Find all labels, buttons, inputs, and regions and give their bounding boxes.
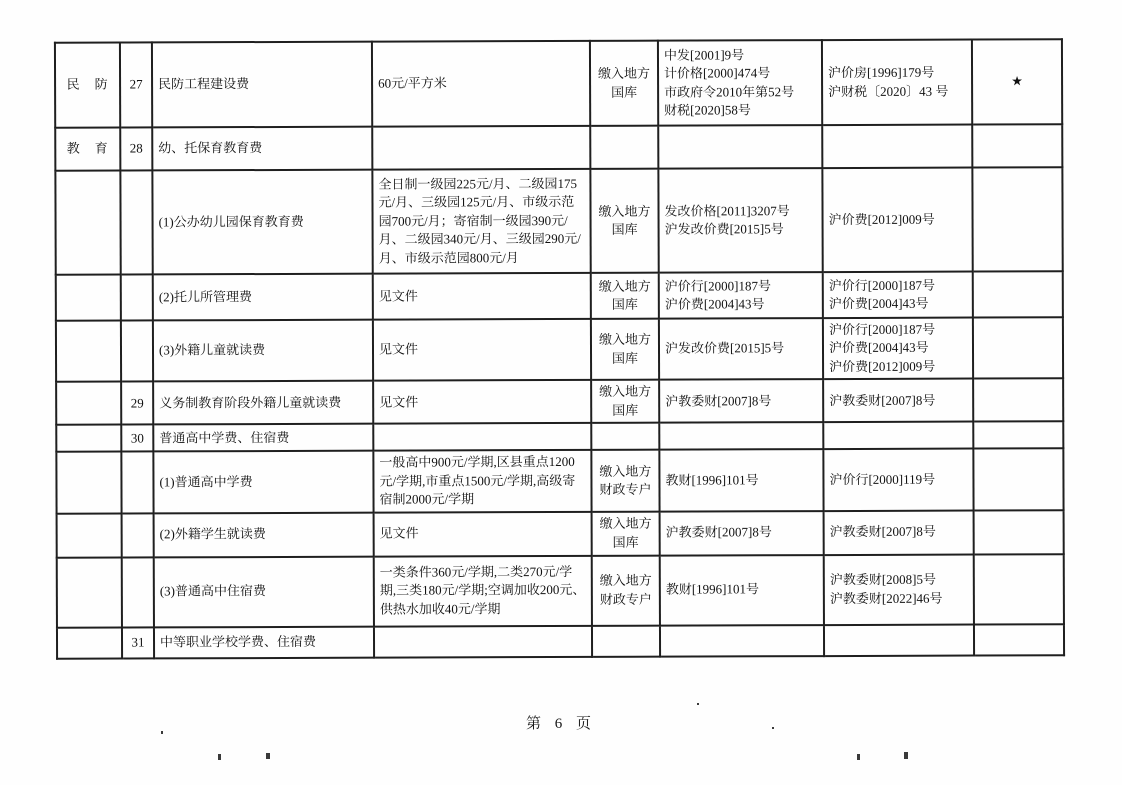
scan-speck [161,731,163,734]
cell-payment: 缴入地方 财政专户 [592,555,660,625]
cell-standard: 见文件 [373,380,591,424]
cell-star [973,271,1063,317]
table-row [55,167,1062,275]
cell-category [56,452,121,514]
cell-number: 27 [120,42,152,127]
cell-docs1 [658,125,822,169]
table-row [55,39,1062,128]
table-row [57,624,1064,659]
scan-speck [772,727,774,729]
cell-star: ★ [972,39,1062,124]
cell-star [974,510,1064,554]
cell-fee-name: 义务制教育阶段外籍儿童就读费 [153,381,373,425]
fee-schedule-table [54,38,1065,659]
table-row [56,422,1063,453]
cell-category [56,425,121,452]
cell-docs2: 沪价行[2000]187号 沪价费[2004]43号 沪价费[2012]009号 [823,318,973,380]
scan-speck [218,754,221,760]
cell-number [120,170,152,274]
cell-payment: 缴入地方 国库 [591,380,659,423]
cell-category: 教 育 [55,128,120,171]
cell-docs2: 沪教委财[2007]8号 [823,379,973,423]
table-row [56,379,1063,426]
cell-number [121,320,153,381]
cell-docs1: 教财[1996]101号 [660,555,824,626]
cell-standard: 见文件 [373,273,591,320]
cell-number: 30 [121,425,153,452]
cell-docs1: 沪教委财[2007]8号 [659,379,823,423]
cell-number [122,513,154,557]
cell-standard [374,626,592,658]
cell-star [973,379,1063,422]
cell-fee-name: (2)托儿所管理费 [153,274,373,321]
cell-docs2: 沪教委财[2008]5号 沪教委财[2022]46号 [824,554,974,625]
cell-star [973,422,1063,449]
cell-standard [372,126,590,170]
cell-docs1 [660,625,824,657]
scan-speck [904,752,908,759]
cell-docs1: 沪教委财[2007]8号 [660,511,824,556]
cell-docs1: 中发[2001]9号 计价格[2000]474号 市政府令2010年第52号 财税[2020]58号 [658,40,822,126]
cell-fee-name: (1)普通高中学费 [153,451,373,513]
cell-category: 民 防 [55,43,120,128]
cell-number: 29 [121,382,153,425]
cell-star [973,449,1063,511]
table-row [57,510,1064,558]
cell-category [56,321,121,383]
cell-category [55,171,120,275]
cell-category [56,382,121,425]
cell-docs2 [824,624,974,656]
cell-docs1: 沪发改价费[2015]5号 [659,318,823,380]
scan-speck [266,753,270,759]
cell-star [973,317,1063,379]
cell-docs2 [823,422,973,450]
cell-fee-name: 普通高中学费、住宿费 [153,424,373,452]
cell-payment: 缴入地方 国库 [592,511,660,555]
cell-docs1: 发改价格[2011]3207号 沪发改价费[2015]5号 [658,168,822,273]
table-row [56,271,1063,321]
cell-fee-name: (3)普通高中住宿费 [154,556,374,627]
cell-docs2: 沪价行[2000]119号 [823,449,973,511]
table-row [55,124,1062,171]
cell-star [974,554,1064,624]
cell-standard: 60元/平方米 [372,41,590,127]
cell-payment: 缴入地方 国库 [591,319,659,381]
cell-payment: 缴入地方 财政专户 [591,450,659,512]
cell-standard: 见文件 [373,319,591,381]
cell-number [121,274,153,320]
cell-payment: 缴入地方 国库 [591,273,659,319]
cell-fee-name: 中等职业学校学费、住宿费 [154,626,374,658]
scan-speck [857,754,860,760]
table-row [56,317,1063,382]
table-row [56,449,1063,514]
table-row [57,554,1064,628]
cell-standard: 一类条件360元/学期,二类270元/学期,三类180元/学期;空调加收200元、供热水加收40元/学期 [374,556,592,627]
cell-docs2: 沪价费[2012]009号 [822,168,972,273]
cell-number [121,452,153,513]
cell-payment [591,423,659,450]
cell-docs2: 沪价行[2000]187号 沪价费[2004]43号 [823,272,973,319]
cell-number [122,557,154,627]
cell-standard: 见文件 [374,512,592,557]
cell-docs2: 沪价房[1996]179号 沪财税〔2020〕43 号 [822,40,972,126]
cell-category [57,513,122,557]
cell-number: 28 [120,127,152,170]
cell-category [56,275,121,321]
scan-speck [697,703,699,705]
cell-payment [592,625,660,656]
cell-docs2 [822,125,972,169]
cell-payment: 缴入地方 国库 [590,41,658,126]
cell-fee-name: (3)外籍儿童就读费 [153,320,373,382]
cell-docs2: 沪教委财[2007]8号 [824,510,974,555]
cell-docs1 [659,422,823,450]
cell-category [57,627,122,658]
scanned-table-region [54,38,1065,659]
cell-star [974,624,1064,655]
cell-docs1: 沪价行[2000]187号 沪价费[2004]43号 [659,272,823,319]
cell-star [972,124,1062,167]
cell-payment: 缴入地方 国库 [590,169,658,273]
cell-category [57,557,122,627]
cell-standard: 全日制一级园225元/月、二级园175元/月、三级园125元/月、市级示范园700元/月；寄宿制一级园390元/月、二级园340元/月、三级园290元/月、市级示范园800元/月 [372,169,590,274]
page-number: 第 6 页 [525,716,596,732]
cell-standard: 一般高中900元/学期,区县重点1200元/学期,市重点1500元/学期,高级寄宿制2000元/学期 [373,450,591,512]
cell-fee-name: (1)公办幼儿园保育教育费 [152,170,372,275]
cell-payment [590,126,658,169]
cell-docs1: 教财[1996]101号 [659,449,823,511]
cell-standard [373,423,591,451]
cell-fee-name: (2)外籍学生就读费 [154,512,374,557]
cell-star [972,167,1062,271]
cell-number: 31 [122,627,154,658]
cell-fee-name: 幼、托保育教育费 [152,127,372,171]
cell-fee-name: 民防工程建设费 [152,42,372,128]
